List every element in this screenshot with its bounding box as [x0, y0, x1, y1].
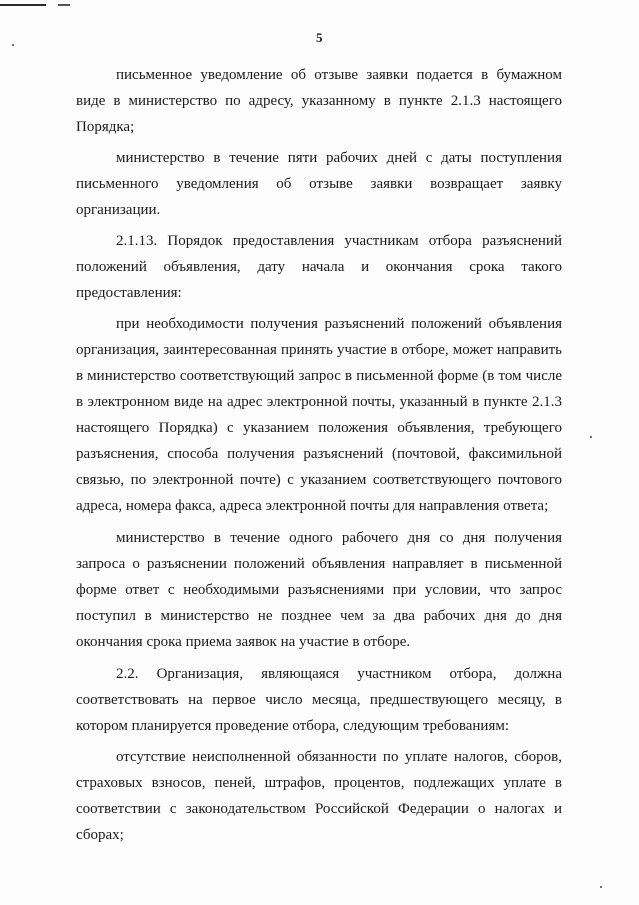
paragraph: 2.2. Организация, являющаяся участником отбора, должна соответствовать на первое число месяца, предшествующего месяцу, в котором планируется проведение отбора, следующим требованиям: — [76, 666, 562, 734]
scan-speck — [600, 886, 602, 888]
document-body — [76, 62, 562, 848]
paragraph: министерство в течение одного рабочего дня со дня получения запроса о разъяснении положений объявления направляет в письменной форме ответ с необходимыми разъяснениями при условии, что запрос поступил в министерство не позднее чем за два рабочих дня до дня окончания срока приема заявок на участие в отборе. — [76, 530, 562, 650]
scan-edge-mark — [58, 4, 70, 6]
paragraph: отсутствие неисполненной обязанности по уплате налогов, сборов, страховых взносов, пеней, штрафов, процентов, подлежащих уплате в соответствии с законодательством Российской Федерации о налогах и сборах; — [76, 749, 562, 843]
paragraph: 2.1.13. Порядок предоставления участникам отбора разъяснений положений объявления, дату начала и окончания срока такого предоставления: — [76, 233, 562, 301]
paragraph: при необходимости получения разъяснений положений объявления организация, заинтересованная принять участие в отборе, может направить в министерство соответствующий запрос в письменной форме (в том числе в электронном виде на адрес электронной почты, указанный в пункте 2.1.3 настоящего Порядка) с указанием положения объявления, требующего разъяснения, способа получения разъяснений (почтовой, факсимильной связью, по электронной почте) с указанием соответствующего почтового адреса, номера факса, адреса электронной почты для направления ответа; — [76, 316, 562, 514]
scan-edge-mark — [0, 4, 46, 6]
scan-speck — [590, 436, 592, 438]
page-number: 5 — [316, 30, 323, 45]
paragraph: письменное уведомление об отзыве заявки подается в бумажном виде в министерство по адресу, указанному в пункте 2.1.3 настоящего Порядка; — [76, 67, 562, 135]
paragraph: министерство в течение пяти рабочих дней с даты поступления письменного уведомления об отзыве заявки возвращает заявку организации. — [76, 150, 562, 218]
